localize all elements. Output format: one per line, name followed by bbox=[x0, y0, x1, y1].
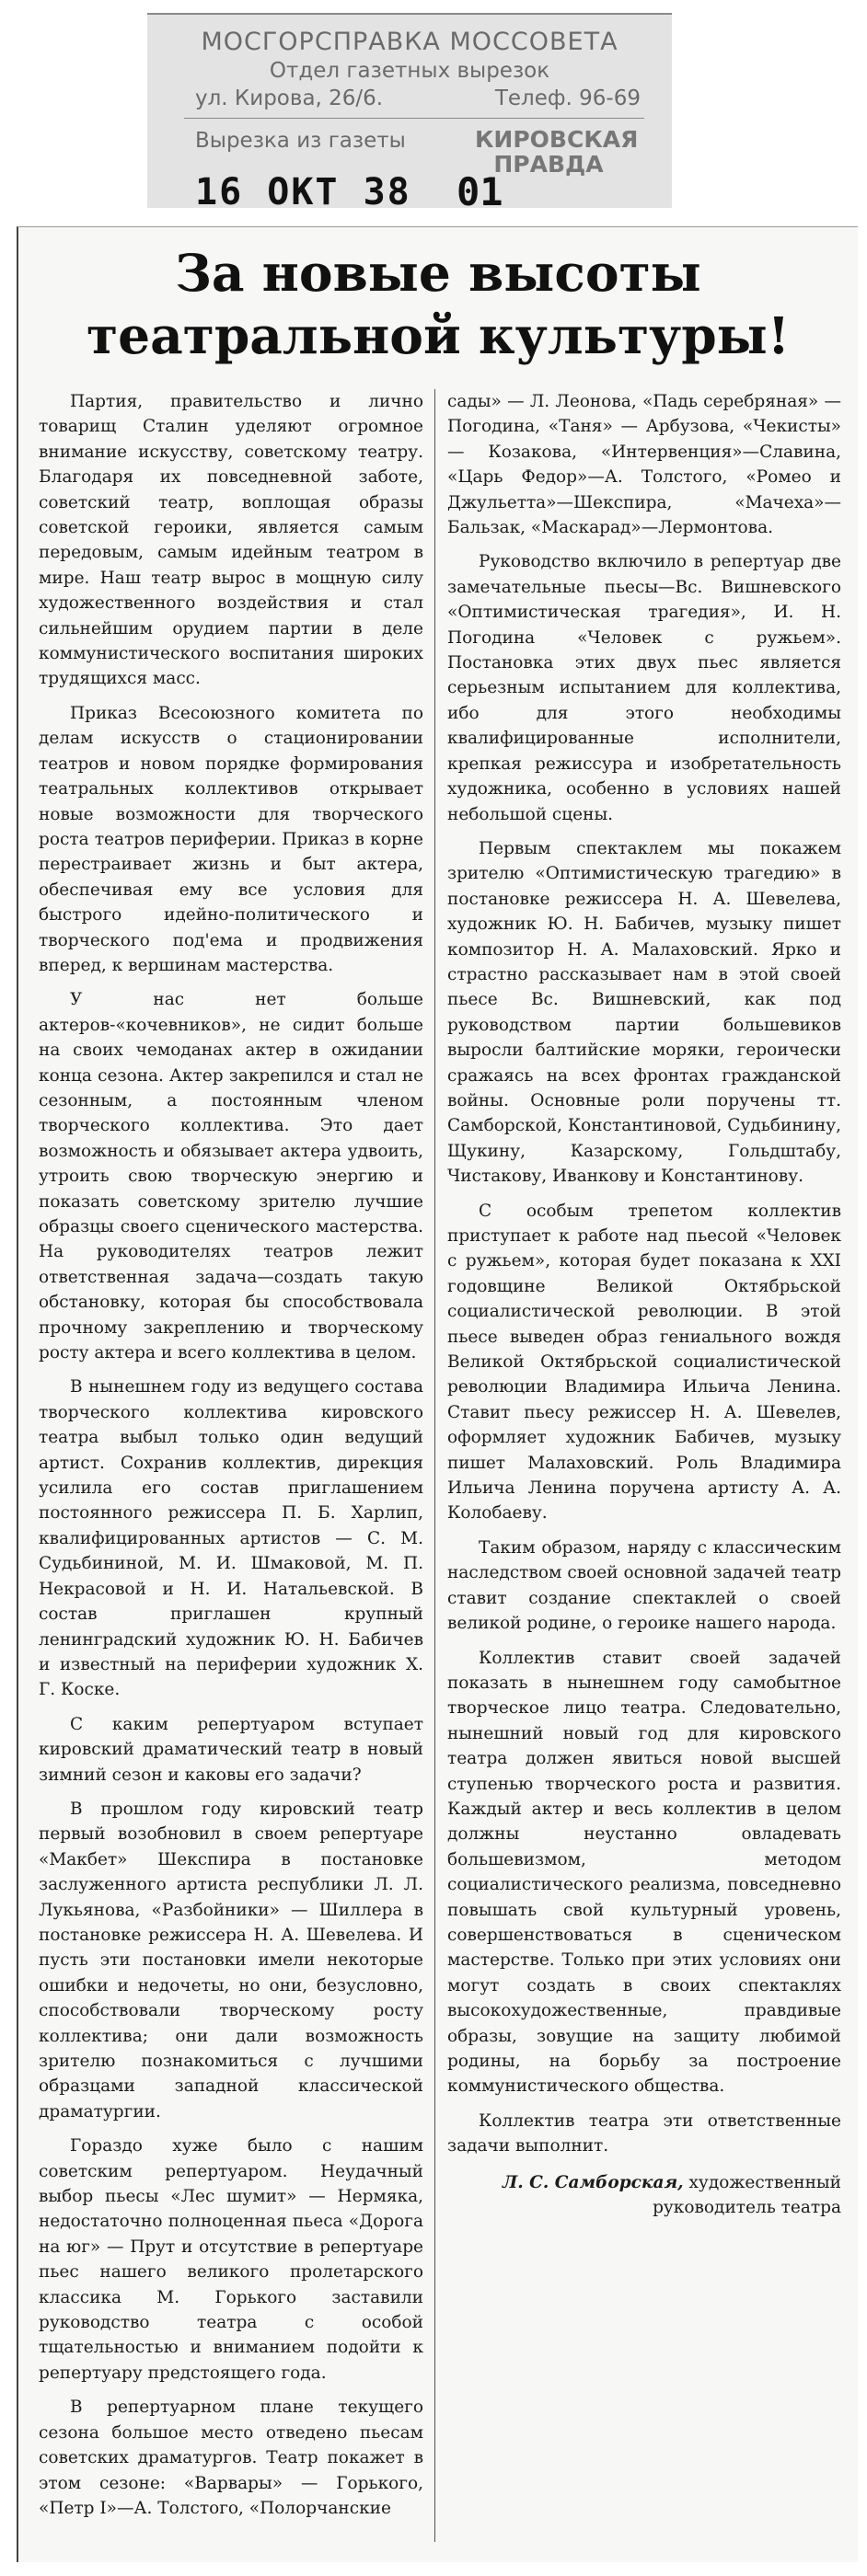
paragraph: Первым спектаклем мы покажем зрителю «Оптимистическую трагедию» в постановке режиссера Н. А. Шевелева, художник Ю. Н. Бабичев, музыку пишет композитор Н. А. Малаховский. Ярко и страстно рассказывает нам в этой своей пьесе Вс. Вишневский, как под руководством партии большевиков выросли балтийские моряки, героически сражаясь на всех фронтах гражданской войны. Основные роли поручены тт. Самборской, Константиновой, Судьбинину, Щукину, Казарскому, Гольдштабу, Чистакову, Иванкову и Константинову. bbox=[447, 838, 841, 1187]
paragraph: Гораздо хуже было с нашим советским репертуаром. Неудачный выбор пьесы «Лес шумит» — Нермяка, недостаточно полноценная пьеса «Дорога на юг» — Прут и отсутствие в репертуаре пьес нашего великого пролетарского классика М. Горького заставили руководство театра с особой тщательностью и вниманием подойти к репертуару предстоящего года. bbox=[39, 2136, 423, 2383]
agency-stamp bbox=[147, 13, 672, 214]
right-column bbox=[447, 389, 841, 2220]
headline-line2: театральной культуры! bbox=[87, 305, 790, 365]
newspaper-name-line1: КИРОВСКАЯ bbox=[475, 126, 639, 153]
paragraph: У нас нет больше актеров-«кочевников», не сидит больше на своих чемоданах актер в ожидании конца сезона. Актер закрепился и стал не сезонным, а постоянным членом творческого коллектива. Это дает возможность и обязывает актера удвоить, утроить свою творческую энергию и показать советскому зрителю лучшие образцы своего сценического мастерства. На руководителях театров лежит ответственная задача—создать такую обстановку, которая бы способствовала прочному закреплению и творческому росту актера и всего коллектива в целом. bbox=[39, 990, 423, 1363]
signature-role: художественный руководитель театра bbox=[653, 2172, 841, 2218]
stamp-divider bbox=[184, 118, 644, 119]
paragraph: Коллектив театра эти ответственные задачи выполнит. bbox=[447, 2110, 841, 2156]
paragraph: В прошлом году кировский театр первый возобновил в своем репертуаре «Макбет» Шекспира в постановке заслуженного артиста республики Л. Л. Лукьянова, «Разбойники» — Шиллера в постановке режиссера Н. А. Шевелева. И пусть эти постановки имели некоторые ошибки и недочеты, но они, безусловно, способствовали творческому росту коллектива; они дали возможность зрителю познакомиться с лучшими образцами западной классической драматургии. bbox=[39, 1799, 423, 2122]
signature-name: Л. С. Самборская, bbox=[502, 2172, 684, 2192]
paragraph: Таким образом, наряду с классическим наследством своей основной задачей театр ставит создание спектаклей о своей великой родине, о героике нашего народа. bbox=[447, 1537, 841, 1634]
paragraph: С каким репертуаром вступает кировский драматический театр в новый зимний сезон и каковы его задачи? bbox=[39, 1714, 423, 1785]
paragraph: Руководство включило в репертуар две замечательные пьесы—Вс. Вишневского «Оптимистическая трагедия», И. Н. Погодина «Человек с ружьем». Постановка этих двух пьес является серьезным испытанием для коллектива, ибо для этого необходимы квалифицированные исполнители, крепкая режиссура и изобретательность художника, особенно в условиях нашей небольшой сцены. bbox=[447, 552, 841, 824]
paragraph: Приказ Всесоюзного комитета по делам искусств о стационировании театров и новом порядке формирования театральных коллективов открывает новые возможности для творческого роста театров периферии. Приказ в корне перестраивает жизнь и быт актера, обеспечивая ему все условия для быстрого идейно-политического и творческого под'ема и продвижения вперед, к вершинам мастерства. bbox=[39, 703, 423, 975]
paragraph: В репертуарном плане текущего сезона большое место отведено пьесам советских драматургов. Театр покажет в этом сезоне: «Варвары» — Горького, «Петр I»—А. Толстого, «Полорчанские bbox=[39, 2398, 423, 2518]
clipping-label: Вырезка из газеты bbox=[195, 129, 406, 153]
agency-name: МОСГОРСПРАВКА МОССОВЕТА bbox=[201, 28, 618, 56]
paragraph: Коллектив ставит своей задачей показать в нынешнем году самобытное творческое лицо театра. Следовательно, нынешний новый год для кировского театра должен явиться новой высшей ступенью творческого роста и развития. Каждый актер и весь коллектив в целом должны неустанно овладевать большевизмом, методом социалистического реализма, повседневно повышать свой культурный уровень, совершенствоваться в сценическом мастерстве. Только при этих условиях они могут создать в своих спектаклях высокохудожественные, правдивые образы, зовущие на защиту любимой родины, на борьбу за построение коммунистического общества. bbox=[447, 1648, 841, 2097]
paragraph: С особым трепетом коллектив приступает к работе над пьесой «Человек с ружьем», которая будет показана к XXI годовщине Великой Октябрьской социалистической революции. В этой пьесе выведен образ гениального вождя Великой Октябрьской социалистической революции Владимира Ильича Ленина. Ставит пьесу режиссер Н. А. Шевелев, оформляет художник Бабичев, музыку пишет Малаховский. Роль Владимира Ильича Ленина поручена артисту А. А. Колобаеву. bbox=[447, 1201, 841, 1524]
paragraph: сады» — Л. Леонова, «Падь серебряная» — Погодина, «Таня» — Арбузова, «Чекисты» — Козакова, «Интервенция»—Славина, «Царь Федор»—А. Толстого, «Ромео и Джульетта»—Шекспира, «Мачеха»—Бальзак, «Маскарад»—Лермонтова. bbox=[447, 392, 841, 538]
signature bbox=[447, 2170, 841, 2221]
clipping-date: 16 ОКТ 38 bbox=[195, 171, 411, 213]
agency-department: Отдел газетных вырезок bbox=[269, 59, 550, 83]
headline-line1: За новые высоты bbox=[175, 243, 701, 303]
paragraph: Партия, правительство и лично товарищ Сталин уделяют огромное внимание искусству, советскому театру. Благодаря их повседневной заботе, советский театр, воплощая образы советской героики, является самым передовым, самым идейным театром в мире. Наш театр вырос в мощную силу художественного воздействия и стал сильнейшим орудием партии в деле коммунистического воспитания широких трудящихся масс. bbox=[39, 392, 423, 689]
newspaper-clipping bbox=[17, 226, 858, 2562]
clipping-number: 01 bbox=[457, 169, 503, 214]
article-headline bbox=[18, 242, 858, 367]
newspaper-name-line2: ПРАВДА bbox=[493, 151, 604, 178]
agency-phone: Телеф. 96-69 bbox=[494, 86, 641, 110]
left-column bbox=[39, 389, 423, 2530]
agency-address: ул. Кирова, 26/6. bbox=[195, 86, 384, 110]
column-divider bbox=[434, 389, 435, 2542]
paragraph: В нынешнем году из ведущего состава творческого коллектива кировского театра выбыл только один ведущий артист. Сохранив коллектив, дирекция усилила его состав приглашением постоянного режиссера П. Б. Харлип, квалифицированных артистов — С. М. Судьбининой, М. И. Шмаковой, М. П. Некрасовой и Н. И. Натальевской. В состав приглашен крупный ленинградский художник Ю. Н. Бабичев и известный на периферии художник Х. Г. Коске. bbox=[39, 1377, 423, 1700]
